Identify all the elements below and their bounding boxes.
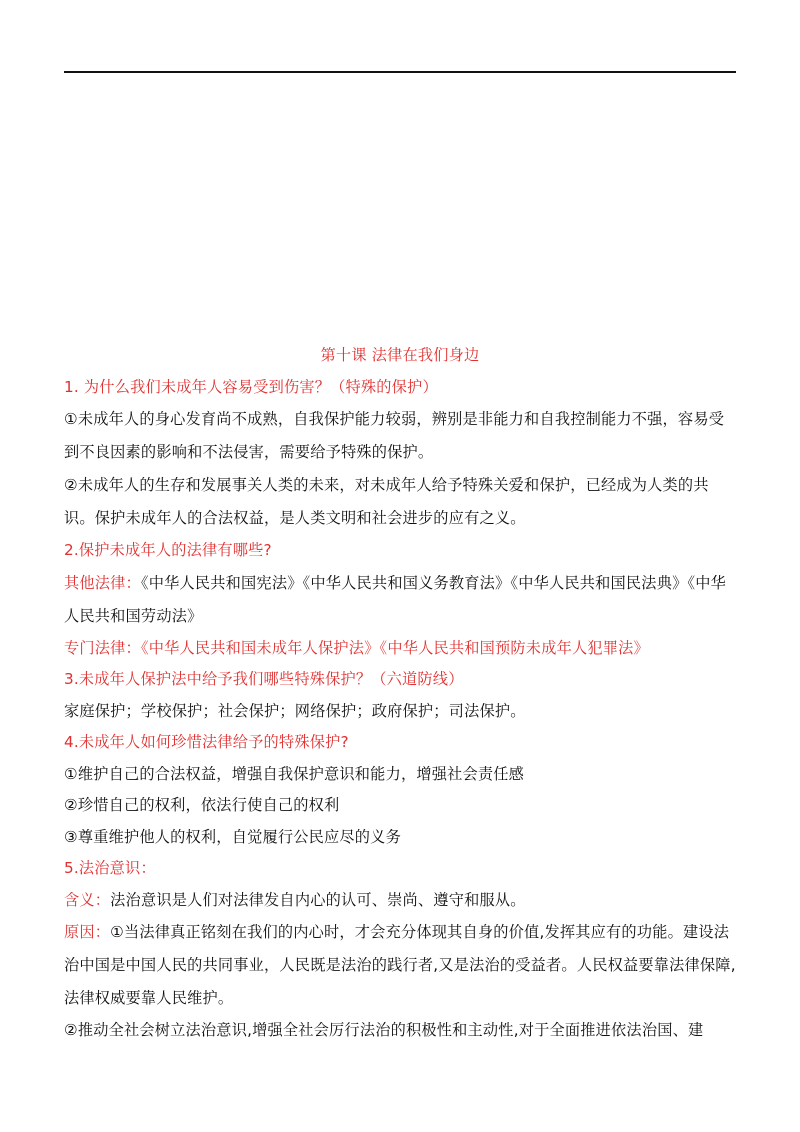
question-3-answer: 家庭保护；学校保护；社会保护；网络保护；政府保护；司法保护。 [64,701,526,720]
meaning-label: 含义： [64,890,111,909]
question-4-item-1: ①维护自己的合法权益，增强自我保护意识和能力，增强社会责任感 [64,764,525,783]
meaning-paragraph [64,885,736,917]
question-4-heading: 4.未成年人如何珍惜法律给予的特殊保护? [64,733,349,751]
question-3-heading: 3.未成年人保护法中给予我们哪些特殊保护？（六道防线） [64,670,464,688]
question-4-item-3: ③尊重维护他人的权利，自觉履行公民应尽的义务 [64,827,401,846]
special-laws-paragraph [64,633,736,665]
header-rule [64,71,736,73]
lesson-title: 第十课 法律在我们身边 [320,346,480,364]
other-laws-label: 其他法律： [64,573,141,592]
question-2-heading: 2.保护未成年人的法律有哪些? [64,541,272,559]
special-laws-text: 《中华人民共和国未成年人保护法》《中华人民共和国预防未成年人犯罪法》 [140,638,649,657]
reason-paragraph [64,916,736,1015]
reason-point-2: ②推动全社会树立法治意识,增强全社会厉行法治的积极性和主动性,对于全面推进依法治国、建 [64,1021,704,1039]
special-laws-label: 专门法律： [64,638,141,657]
document-body [64,340,736,1047]
question-5-heading: 5.法治意识： [64,859,156,877]
reason-label: 原因： [64,923,111,941]
question-1-heading: 1. 为什么我们未成年人容易受到伤害？（特殊的保护） [64,377,438,396]
other-laws-text: 《中华人民共和国宪法》《中华人民共和国义务教育法》《中华人民共和国民法典》《中华人民共和国劳动法》 [64,573,727,625]
meaning-text: 法治意识是人们对法律发自内心的认可、崇尚、遵守和服从。 [110,890,526,909]
question-1-point-1: ①未成年人的身心发育尚不成熟，自我保护能力较弱，辨别是非能力和自我控制能力不强，容易受到不良因素的影响和不法侵害，需要给予特殊的保护。 [64,410,725,461]
question-1-point-2: ②未成年人的生存和发展事关人类的未来，对未成年人给予特殊关爱和保护，已经成为人类的共识。保护未成年人的合法权益，是人类文明和社会进步的应有之义。 [64,476,709,527]
question-4-item-2: ②珍惜自己的权利，依法行使自己的权利 [64,796,340,814]
other-laws-paragraph [64,567,736,633]
reason-text: ①当法律真正铭刻在我们的内心时，才会充分体现其自身的价值,发挥其应有的功能。建设法治中国是中国人民的共同事业，人民既是法治的践行者,又是法治的受益者。人民权益要靠法律保障,法律权威要靠人民维护。 [64,923,736,1007]
